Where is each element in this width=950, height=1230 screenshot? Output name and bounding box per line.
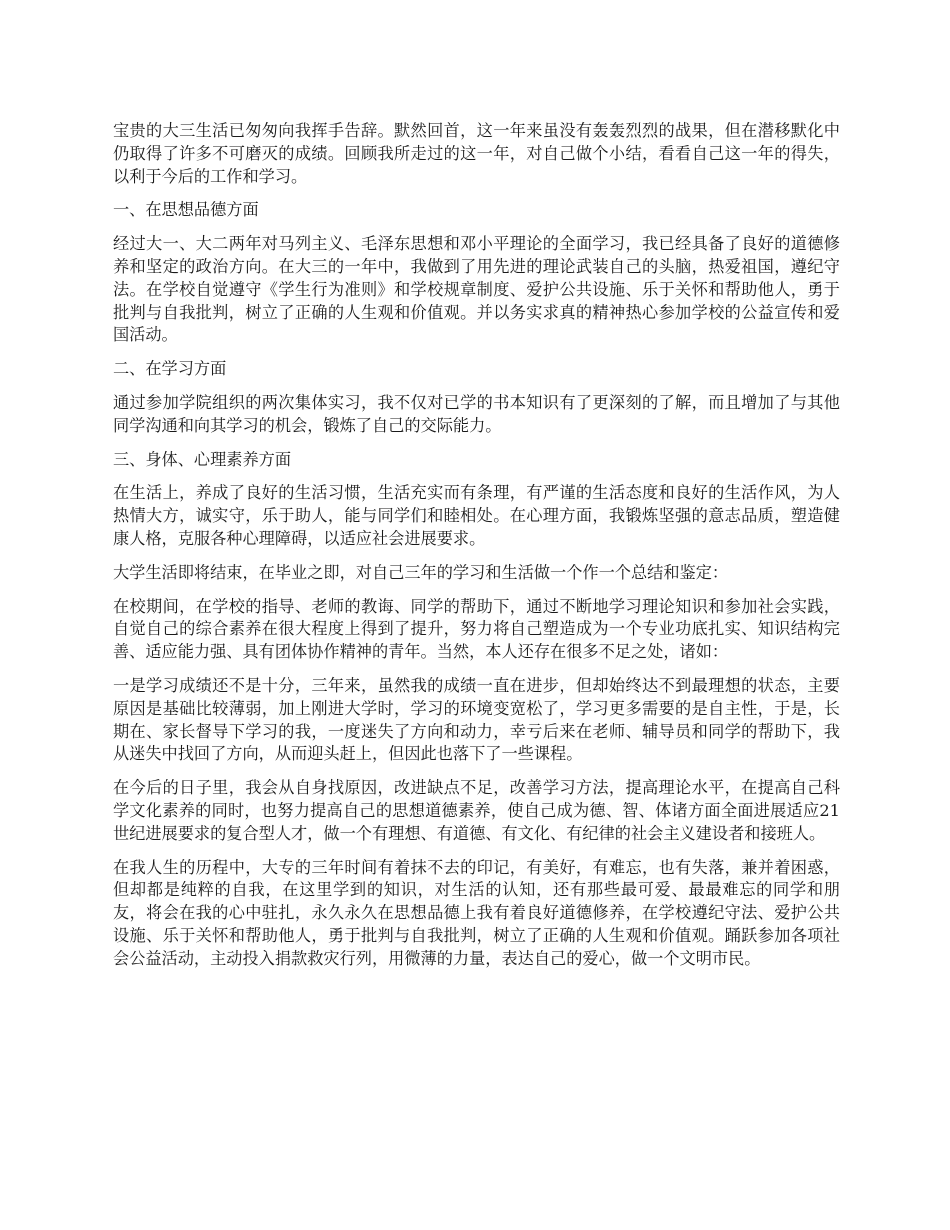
study-paragraph: 通过参加学院组织的两次集体实习，我不仅对已学的书本知识有了更深刻的了解，而且增加了与其他同学沟通和向其学习的机会，锻炼了自己的交际能力。: [113, 392, 840, 435]
section-heading-study: 二、在学习方面: [113, 359, 227, 379]
section-heading-moral: 一、在思想品德方面: [113, 200, 259, 220]
section-heading-physical: 三、身体、心理素养方面: [113, 449, 292, 469]
moral-paragraph: 经过大一、大二两年对马列主义、毛泽东思想和邓小平理论的全面学习，我已经具备了良好的道德修养和坚定的政治方向。在大三的一年中，我做到了用先进的理论武装自己的头脑，热爱祖国，遵纪守法。在学校自觉遵守《学生行为准则》和学校规章制度、爱护公共设施、乐于关怀和帮助他人，勇于批判与自我批判，树立了正确的人生观和价值观。并以务实求真的精神热心参加学校的公益宣传和爱国活动。: [113, 234, 840, 345]
physical-paragraph: 在生活上，养成了良好的生活习惯，生活充实而有条理，有严谨的生活态度和良好的生活作风，为人热情大方，诚实守，乐于助人，能与同学们和睦相处。在心理方面，我锻炼坚强的意志品质，塑造健康人格，克服各种心理障碍，以适应社会进展要求。: [113, 483, 840, 548]
future-paragraph: 在今后的日子里，我会从自身找原因，改进缺点不足，改善学习方法，提高理论水平，在提高自己科学文化素养的同时，也努力提高自己的思想道德素养，使自己成为德、智、体诸方面全面进展适应21世纪进展要求的复合型人才，做一个有理想、有道德、有文化、有纪律的社会主义建设者和接班人。: [113, 778, 840, 843]
shortcoming-paragraph: 一是学习成绩还不是十分，三年来，虽然我的成绩一直在进步，但却始终达不到最理想的状态，主要原因是基础比较薄弱，加上刚进大学时，学习的环境变宽松了，学习更多需要的是自主性，于是，长期在、家长督导下学习的我，一度迷失了方向和动力，幸亏后来在老师、辅导员和同学的帮助下，我从迷失中找回了方向，从而迎头赶上，但因此也落下了一些课程。: [113, 675, 840, 764]
summary-intro-paragraph: 大学生活即将结束，在毕业之即，对自己三年的学习和生活做一个作一个总结和鉴定：: [113, 562, 729, 582]
campus-paragraph: 在校期间，在学校的指导、老师的教诲、同学的帮助下，通过不断地学习理论知识和参加社会实践，自觉自己的综合素养在很大程度上得到了提升，努力将自己塑造成为一个专业功底扎实、知识结构完善、适应能力强、具有团体协作精神的青年。当然，本人还存在很多不足之处，诸如：: [113, 596, 840, 662]
closing-paragraph: 在我人生的历程中，大专的三年时间有着抹不去的印记，有美好，有难忘，也有失落，兼并着困惑，但却都是纯粹的自我，在这里学到的知识，对生活的认知，还有那些最可爱、最最难忘的同学和朋友，将会在我的心中驻扎，永久永久在思想品德上我有着良好道德修养，在学校遵纪守法、爱护公共设施、乐于关怀和帮助他人，勇于批判与自我批判，树立了正确的人生观和价值观。踊跃参加各项社会公益活动，主动投入捐款救灾行列，用微薄的力量，表达自己的爱心，做一个文明市民。: [113, 857, 840, 968]
intro-paragraph: 宝贵的大三生活已匆匆向我挥手告辞。默然回首，这一年来虽没有轰轰烈烈的战果，但在潜移默化中仍取得了许多不可磨灭的成绩。回顾我所走过的这一年，对自己做个小结，看看自己这一年的得失，以利于今后的工作和学习。: [113, 121, 840, 186]
document-body: [113, 120, 840, 982]
